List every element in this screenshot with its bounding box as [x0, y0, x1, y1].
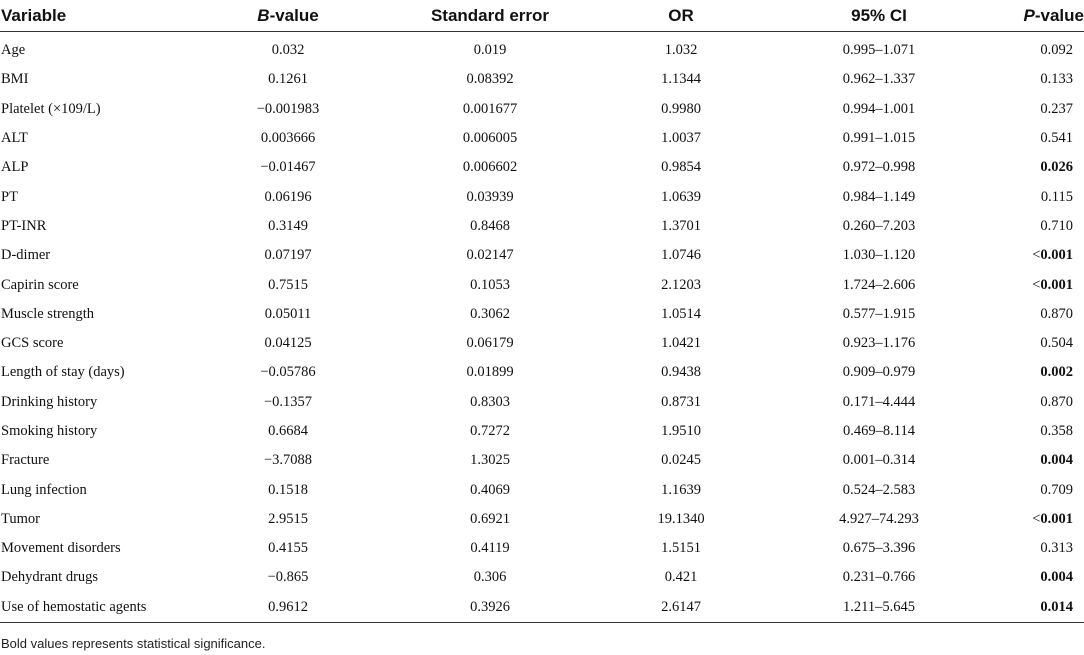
cell-variable: D-dimer — [1, 247, 51, 264]
header-variable: Variable — [0, 0, 190, 32]
cell-or: 0.8731 — [661, 393, 701, 410]
table-row — [0, 563, 1084, 592]
cell-standard-error: 1.3025 — [470, 452, 510, 469]
cell-or: 0.0245 — [661, 452, 701, 469]
table-row — [0, 388, 1084, 417]
table-row — [0, 505, 1084, 534]
p-value-prefix: < — [1032, 247, 1041, 264]
p-value-prefix: < — [1032, 510, 1041, 527]
table-row — [0, 417, 1084, 446]
table-row — [0, 446, 1084, 475]
cell-or: 2.1203 — [661, 276, 701, 293]
cell-variable: Age — [1, 42, 26, 59]
cell-b-value: −0.01467 — [260, 159, 316, 176]
cell-p-value — [990, 358, 1084, 387]
p-value-number: 0.001 — [1040, 276, 1073, 293]
table-row — [0, 212, 1084, 241]
cell-ci: 0.524–2.583 — [842, 481, 916, 498]
cell-ci: 0.972–0.998 — [842, 159, 916, 176]
table-row — [0, 358, 1084, 387]
cell-p-value — [990, 65, 1084, 94]
p-value-number: 0.001 — [1040, 510, 1073, 527]
cell-p-value — [990, 182, 1084, 211]
cell-variable: Movement disorders — [1, 540, 121, 557]
table-row — [0, 593, 1084, 623]
cell-p-value — [990, 241, 1084, 270]
cell-b-value: 0.7515 — [268, 276, 308, 293]
cell-or: 19.1340 — [657, 510, 705, 527]
table-row — [0, 65, 1084, 94]
cell-standard-error: 0.3926 — [386, 593, 594, 623]
cell-standard-error: 0.1053 — [470, 276, 510, 293]
table-row — [0, 270, 1084, 299]
cell-or: 1.3701 — [661, 217, 701, 234]
cell-standard-error: 0.3062 — [470, 305, 510, 322]
cell-ci: 4.927–74.293 — [839, 510, 919, 527]
table-row — [0, 475, 1084, 504]
p-value-number: 0.133 — [1040, 71, 1073, 88]
cell-or: 1.032 — [664, 42, 698, 59]
table-row — [0, 534, 1084, 563]
p-value-prefix: < — [1032, 276, 1041, 293]
cell-p-value — [990, 124, 1084, 153]
table-row — [0, 329, 1084, 358]
cell-variable: Muscle strength — [1, 305, 95, 322]
cell-ci: 0.231–0.766 — [842, 569, 916, 586]
cell-ci: 1.030–1.120 — [842, 247, 916, 264]
p-value-number: 0.115 — [1040, 188, 1073, 205]
cell-or: 1.1344 — [661, 71, 701, 88]
p-value-number: 0.870 — [1040, 305, 1073, 322]
cell-p-value — [990, 300, 1084, 329]
cell-standard-error: 0.7272 — [470, 423, 510, 439]
cell-variable: Smoking history — [1, 423, 98, 439]
cell-standard-error: 0.019 — [473, 42, 507, 59]
table-row — [0, 300, 1084, 329]
cell-standard-error: 0.306 — [473, 569, 507, 586]
header-b-suffix: -value — [269, 5, 319, 25]
cell-ci: 0.171–4.444 — [842, 393, 916, 410]
cell-or: 1.0514 — [661, 305, 701, 322]
cell-or: 0.9980 — [661, 100, 701, 117]
cell-variable: ALP — [1, 159, 29, 176]
cell-b-value: −0.05786 — [260, 364, 316, 381]
cell-variable: Capirin score — [1, 276, 79, 293]
header-or: OR — [594, 0, 768, 32]
header-p-value — [990, 0, 1084, 32]
cell-b-value: 0.05011 — [264, 305, 312, 322]
cell-standard-error: 0.08392 — [466, 71, 514, 88]
cell-b-value: −0.1357 — [263, 393, 313, 410]
cell-p-value — [990, 95, 1084, 124]
cell-p-value — [990, 417, 1084, 446]
cell-or: 1.9510 — [661, 423, 701, 439]
cell-standard-error: 0.4119 — [470, 540, 510, 557]
header-p-letter: P — [1023, 5, 1035, 25]
cell-or: 1.1639 — [661, 481, 701, 498]
cell-or: 0.421 — [664, 569, 698, 586]
cell-p-value — [990, 212, 1084, 241]
table-row — [0, 124, 1084, 153]
cell-standard-error: 0.02147 — [466, 247, 514, 264]
p-value-number: 0.002 — [1040, 364, 1073, 381]
cell-variable: Length of stay (days) — [1, 364, 125, 381]
table-body — [0, 32, 1084, 623]
table-row — [0, 153, 1084, 182]
cell-or: 1.0037 — [661, 130, 701, 147]
p-value-number: 0.014 — [1040, 598, 1073, 615]
p-value-number: 0.870 — [1040, 393, 1073, 410]
cell-ci: 0.995–1.071 — [842, 42, 916, 59]
p-value-number: 0.358 — [1040, 423, 1073, 439]
cell-or: 1.0746 — [661, 247, 701, 264]
cell-ci: 0.469–8.114 — [843, 423, 915, 439]
cell-p-value — [990, 329, 1084, 358]
cell-p-value — [990, 505, 1084, 534]
cell-ci: 0.984–1.149 — [842, 188, 916, 205]
cell-b-value: 0.032 — [271, 42, 305, 59]
header-ci: 95% CI — [768, 0, 990, 32]
cell-p-value — [990, 270, 1084, 299]
cell-b-value: −0.001983 — [256, 100, 320, 117]
cell-standard-error: 0.6921 — [470, 510, 510, 527]
cell-standard-error: 0.06179 — [466, 335, 514, 352]
cell-or: 1.0639 — [661, 188, 701, 205]
cell-variable: Platelet (×109/L) — [1, 100, 101, 117]
table-row — [0, 182, 1084, 211]
p-value-number: 0.709 — [1040, 481, 1073, 498]
cell-ci: 0.675–3.396 — [842, 540, 916, 557]
cell-standard-error: 0.006602 — [462, 159, 518, 176]
p-value-number: 0.026 — [1040, 159, 1073, 176]
cell-variable: ALT — [1, 130, 28, 147]
cell-ci: 0.909–0.979 — [842, 364, 916, 381]
cell-standard-error: 0.8303 — [470, 393, 510, 410]
cell-b-value: −0.865 — [267, 569, 309, 586]
header-b-value — [190, 0, 386, 32]
cell-standard-error: 0.01899 — [466, 364, 514, 381]
cell-variable: BMI — [1, 71, 29, 88]
cell-b-value: 0.06196 — [264, 188, 312, 205]
cell-b-value: 0.1261 — [268, 71, 308, 88]
cell-or: 0.9438 — [661, 364, 701, 381]
cell-ci: 0.991–1.015 — [842, 130, 916, 147]
cell-standard-error: 0.4069 — [470, 481, 510, 498]
cell-p-value — [990, 475, 1084, 504]
cell-p-value — [990, 446, 1084, 475]
header-b-letter: B — [257, 5, 270, 25]
cell-ci: 0.577–1.915 — [842, 305, 916, 322]
cell-variable: Tumor — [1, 510, 40, 527]
cell-ci: 0.962–1.337 — [842, 71, 916, 88]
p-value-number: 0.092 — [1040, 42, 1073, 59]
cell-ci: 1.211–5.645 — [768, 593, 990, 623]
cell-variable: Dehydrant drugs — [1, 569, 99, 586]
table-row — [0, 32, 1084, 66]
p-value-number: 0.004 — [1040, 452, 1073, 469]
cell-b-value: 2.9515 — [268, 510, 308, 527]
table-row — [0, 95, 1084, 124]
header-p-suffix: -value — [1034, 5, 1084, 25]
cell-variable: GCS score — [1, 335, 64, 352]
header-standard-error: Standard error — [386, 0, 594, 32]
p-value-number: 0.237 — [1040, 100, 1073, 117]
cell-variable: Fracture — [1, 452, 50, 469]
cell-p-value — [990, 593, 1084, 623]
cell-standard-error: 0.03939 — [466, 188, 514, 205]
cell-standard-error: 0.001677 — [462, 100, 518, 117]
cell-ci: 0.001–0.314 — [842, 452, 916, 469]
cell-b-value: −3.7088 — [263, 452, 313, 469]
cell-b-value: 0.04125 — [264, 335, 312, 352]
cell-p-value — [990, 388, 1084, 417]
cell-or: 2.6147 — [594, 593, 768, 623]
cell-or: 1.0421 — [661, 335, 701, 352]
footnote: Bold values represents statistical significance. — [1, 636, 266, 651]
cell-ci: 0.923–1.176 — [842, 335, 916, 352]
cell-ci: 0.994–1.001 — [842, 100, 916, 117]
cell-ci: 1.724–2.606 — [842, 276, 916, 293]
cell-variable: Lung infection — [1, 481, 87, 498]
p-value-number: 0.541 — [1040, 130, 1073, 147]
p-value-number: 0.710 — [1040, 217, 1073, 234]
cell-variable: Use of hemostatic agents — [0, 593, 190, 623]
cell-b-value: 0.6684 — [268, 423, 308, 439]
cell-b-value: 0.3149 — [268, 217, 308, 234]
cell-or: 1.5151 — [661, 540, 701, 557]
cell-variable: PT-INR — [1, 217, 47, 234]
cell-or: 0.9854 — [661, 159, 701, 176]
cell-b-value: 0.003666 — [260, 130, 316, 147]
cell-standard-error: 0.8468 — [470, 217, 510, 234]
p-value-number: 0.313 — [1040, 540, 1073, 557]
cell-b-value: 0.1518 — [268, 481, 308, 498]
cell-standard-error: 0.006005 — [462, 130, 518, 147]
p-value-number: 0.001 — [1040, 247, 1073, 264]
cell-p-value — [990, 534, 1084, 563]
cell-ci: 0.260–7.203 — [842, 217, 916, 234]
cell-variable: Drinking history — [1, 393, 98, 410]
cell-b-value: 0.07197 — [264, 247, 312, 264]
p-value-number: 0.004 — [1040, 569, 1073, 586]
cell-b-value: 0.9612 — [190, 593, 386, 623]
cell-p-value — [990, 32, 1084, 66]
p-value-number: 0.504 — [1040, 335, 1073, 352]
cell-p-value — [990, 563, 1084, 592]
cell-b-value: 0.4155 — [268, 540, 308, 557]
cell-variable: PT — [1, 188, 18, 205]
table-header-row — [0, 0, 1084, 32]
cell-p-value — [990, 153, 1084, 182]
table-row — [0, 241, 1084, 270]
